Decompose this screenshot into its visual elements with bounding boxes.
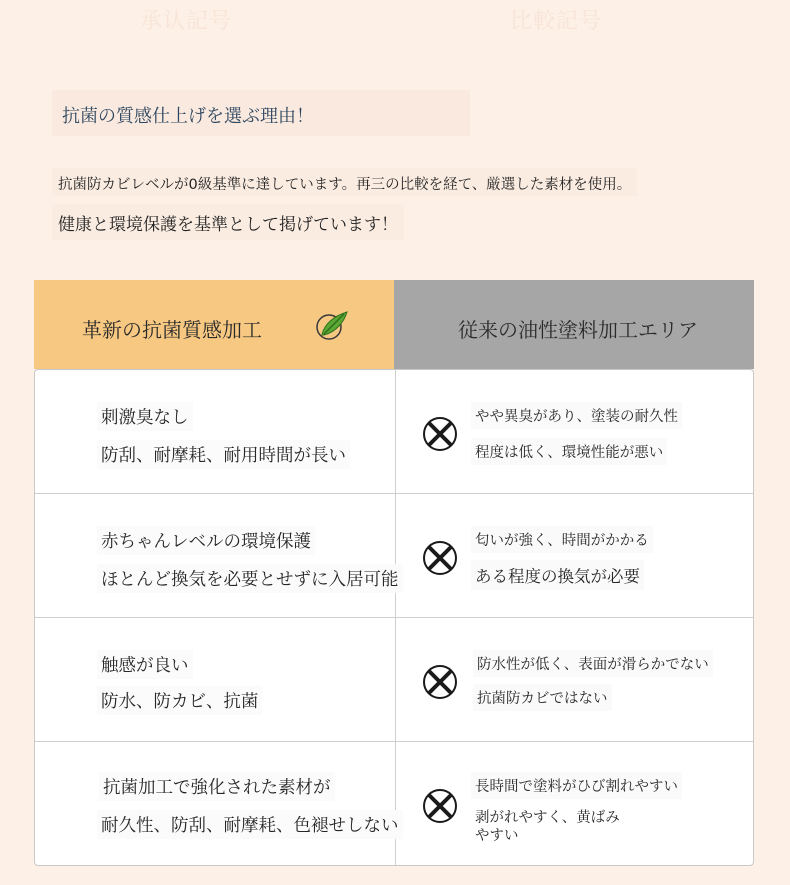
table-row [35,742,753,865]
left-header-label: 革新の抗菌質感加工 [82,318,262,342]
row-right-line-3: やすい [475,828,519,844]
table-row [35,370,753,494]
x-circle-icon [421,663,459,701]
ghost-left-label: 承认記号 [140,9,233,34]
x-circle-icon [421,539,459,577]
right-header-label: 従来の油性塗料加工エリア [458,318,698,342]
row-right-line-2: ある程度の換気が必要 [471,560,644,590]
row-left-line-2: 防刮、耐摩耗、耐用時間が長い [97,440,350,469]
table-row [35,494,753,618]
row-right-line-2: 程度は低く、環境性能が悪い [471,438,667,465]
comparison-table-body [34,369,754,866]
left-header-cell [34,280,394,369]
row-left-line-1: 赤ちゃんレベルの環境保護 [97,526,315,555]
x-circle-icon [421,787,459,825]
row-left-line-2: 防水、防カビ、抗菌 [97,686,262,715]
intro-line-2: 健康と環境保護を基準として掲げています！ [52,204,404,240]
right-header-cell [394,280,754,369]
x-circle-icon [421,415,459,453]
row-right-line-2: 剥がれやすく、黄ばみ [475,810,620,826]
row-left-line-1: 触感が良い [97,650,193,679]
row-left-line-1: 刺激臭なし [97,402,193,431]
ghost-right-label: 比較記号 [510,9,603,34]
row-right-line-1: 長時間で塗料がひび割れやすい [471,772,682,799]
row-right-line-1: 匂いが強く、時間がかかる [471,526,653,553]
intro-line-1: 抗菌防カビレベルが0級基準に達しています。再三の比較を経て、厳選した素材を使用。 [52,168,637,196]
section-title: 抗菌の質感仕上げを選ぶ理由！ [52,90,470,136]
row-right-line-1: やや異臭があり、塗装の耐久性 [471,402,682,429]
top-ghost-header [0,4,790,32]
leaf-check-icon [314,308,350,342]
table-row [35,618,753,742]
comparison-table-header [34,280,754,369]
row-left-line-2: 耐久性、防刮、耐摩耗、色褪せしない [97,810,403,839]
row-right-line-1: 防水性が低く、表面が滑らかでない [473,650,713,677]
row-left-line-1: 抗菌加工で強化された素材が [99,772,335,801]
row-left-line-2: ほとんど換気を必要とせずに入居可能 [97,564,403,593]
row-right-line-2: 抗菌防カビではない [473,684,612,711]
